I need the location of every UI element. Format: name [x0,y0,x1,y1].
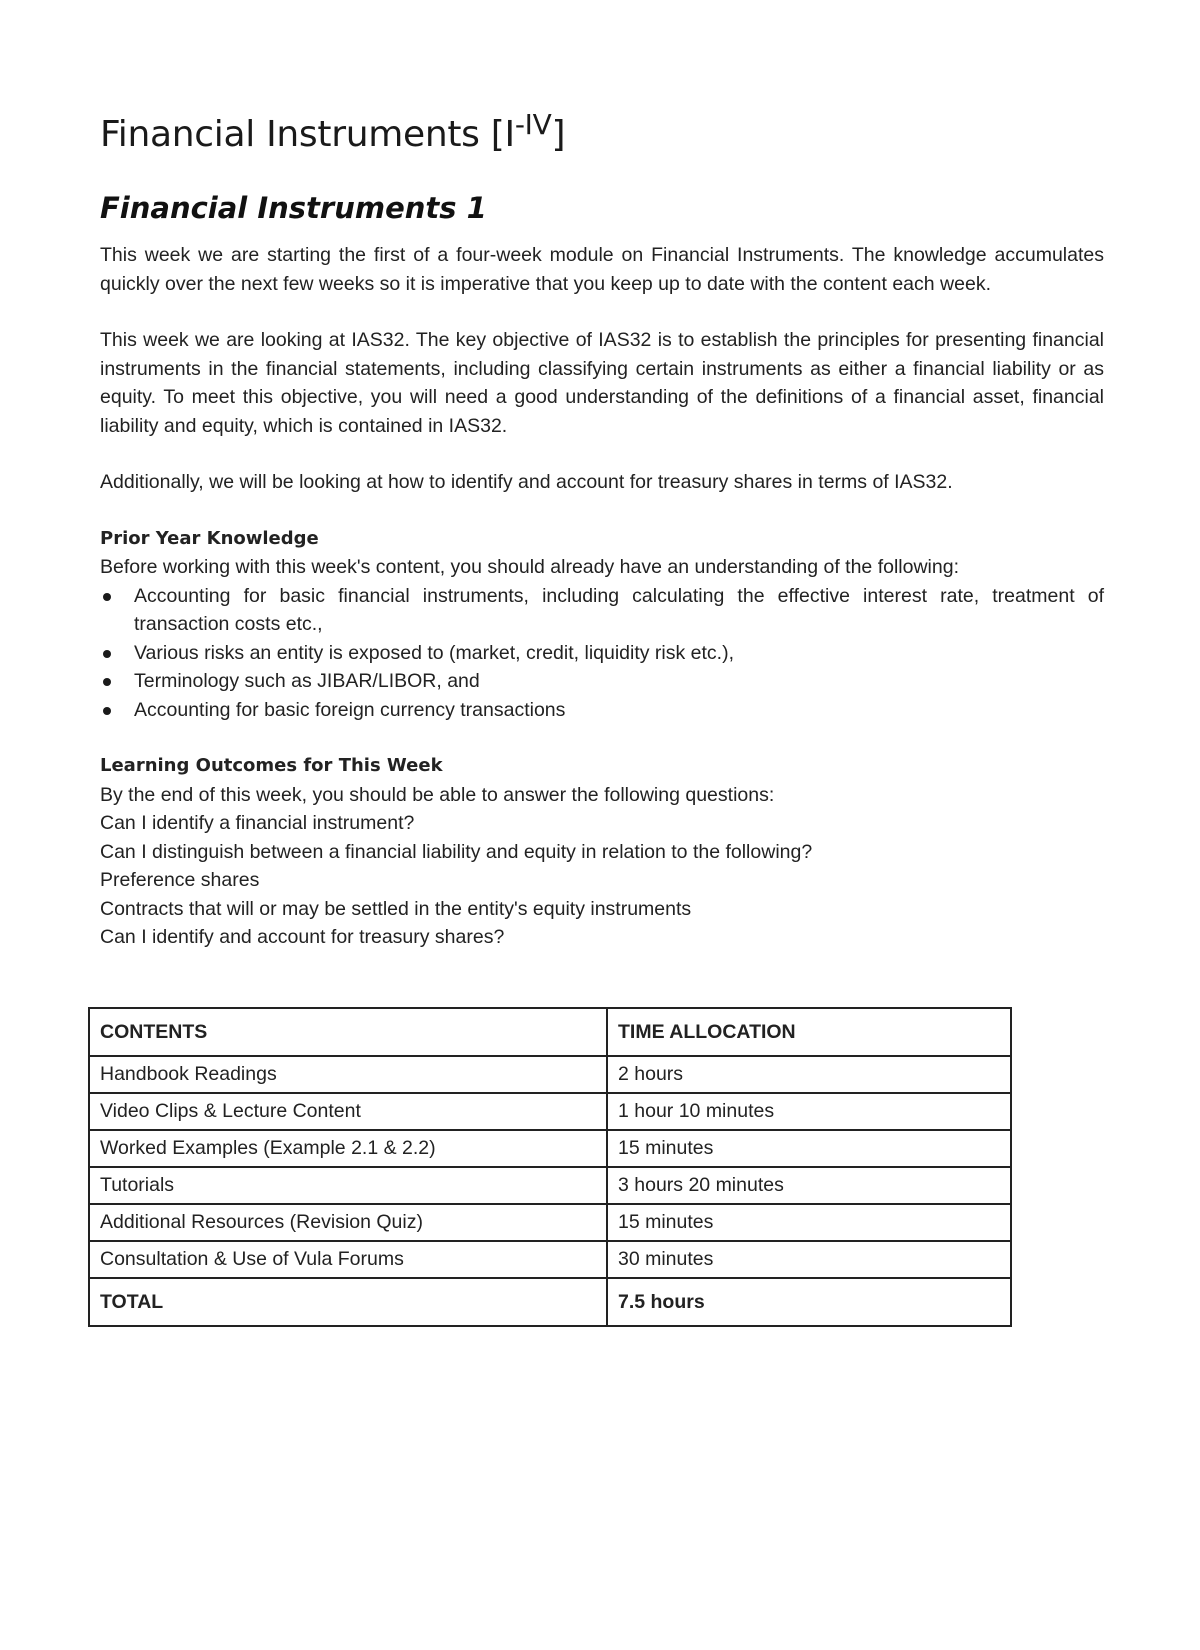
table-row [89,1204,1011,1241]
table-total-row [89,1278,1011,1326]
table-cell: Tutorials [89,1167,607,1204]
table-cell: Consultation & Use of Vula Forums [89,1241,607,1278]
total-label: TOTAL [89,1278,607,1326]
title-close: ] [551,114,566,155]
list-item: Accounting for basic financial instruments, including calculating the effective interest rate, treatment of transaction costs etc., [100,582,1104,639]
title-main: Financial Instruments [I [100,114,515,155]
ias32-paragraph: This week we are looking at IAS32. The key objective of IAS32 is to establish the principles for presenting financial instruments in the financial statements, including classifying certain instruments as either a financial liability or as equity. To meet this objective, you will need a good understanding of the definitions of a financial asset, financial liability and equity, which is contained in IAS32. [100,329,1104,437]
outcome-line: Can I identify and account for treasury shares? [100,926,505,948]
bullet-icon [103,593,111,601]
bullet-icon [103,678,111,686]
table-cell: Video Clips & Lecture Content [89,1093,607,1130]
table-cell: 3 hours 20 minutes [607,1167,1011,1204]
table-row [89,1167,1011,1204]
header-contents: CONTENTS [89,1008,607,1056]
title-superscript: -IV [514,108,552,141]
prior-knowledge-list [100,582,1104,725]
intro-paragraph: This week we are starting the first of a four-week module on Financial Instruments. The knowledge accumulates quickly over the next few weeks so it is imperative that you keep up to date with the content each week. [100,244,1104,295]
table-cell: Handbook Readings [89,1056,607,1093]
document-page [100,105,1104,952]
document-title [100,105,1104,167]
table-row [89,1241,1011,1278]
bullet-icon [103,707,111,715]
table-row [89,1056,1011,1093]
table-cell: 15 minutes [607,1204,1011,1241]
list-item: Various risks an entity is exposed to (market, credit, liquidity risk etc.), [100,639,1104,668]
learning-outcomes-heading: Learning Outcomes for This Week [100,755,443,776]
bullet-icon [103,650,111,658]
outcome-line: Contracts that will or may be settled in the entity's equity instruments [100,897,692,920]
table-cell: 1 hour 10 minutes [607,1093,1011,1130]
section-title: Financial Instruments 1 [100,191,487,225]
table-header-row [89,1008,1011,1056]
table-row [89,1093,1011,1130]
total-value: 7.5 hours [607,1278,1011,1326]
table-cell: 30 minutes [607,1241,1011,1278]
prior-knowledge-intro: Before working with this week's content, you should already have an understanding of the following: [100,556,959,578]
outcome-line: Can I identify a financial instrument? [100,812,415,834]
table-cell: 2 hours [607,1056,1011,1093]
list-item: Terminology such as JIBAR/LIBOR, and [100,667,1104,696]
prior-knowledge-heading: Prior Year Knowledge [100,527,319,549]
outcome-line: Can I distinguish between a financial liability and equity in relation to the following? [100,840,813,863]
time-allocation-table [88,1007,1012,1327]
table-row [89,1130,1011,1167]
list-item: Accounting for basic foreign currency transactions [100,696,1104,725]
outcome-line: Preference shares [100,869,260,891]
header-time-allocation: TIME ALLOCATION [607,1008,1011,1056]
table-cell: Additional Resources (Revision Quiz) [89,1204,607,1241]
table-cell: 15 minutes [607,1130,1011,1167]
treasury-paragraph: Additionally, we will be looking at how to identify and account for treasury shares in terms of IAS32. [100,471,953,493]
outcome-line: By the end of this week, you should be able to answer the following questions: [100,783,775,806]
table-cell: Worked Examples (Example 2.1 & 2.2) [89,1130,607,1167]
